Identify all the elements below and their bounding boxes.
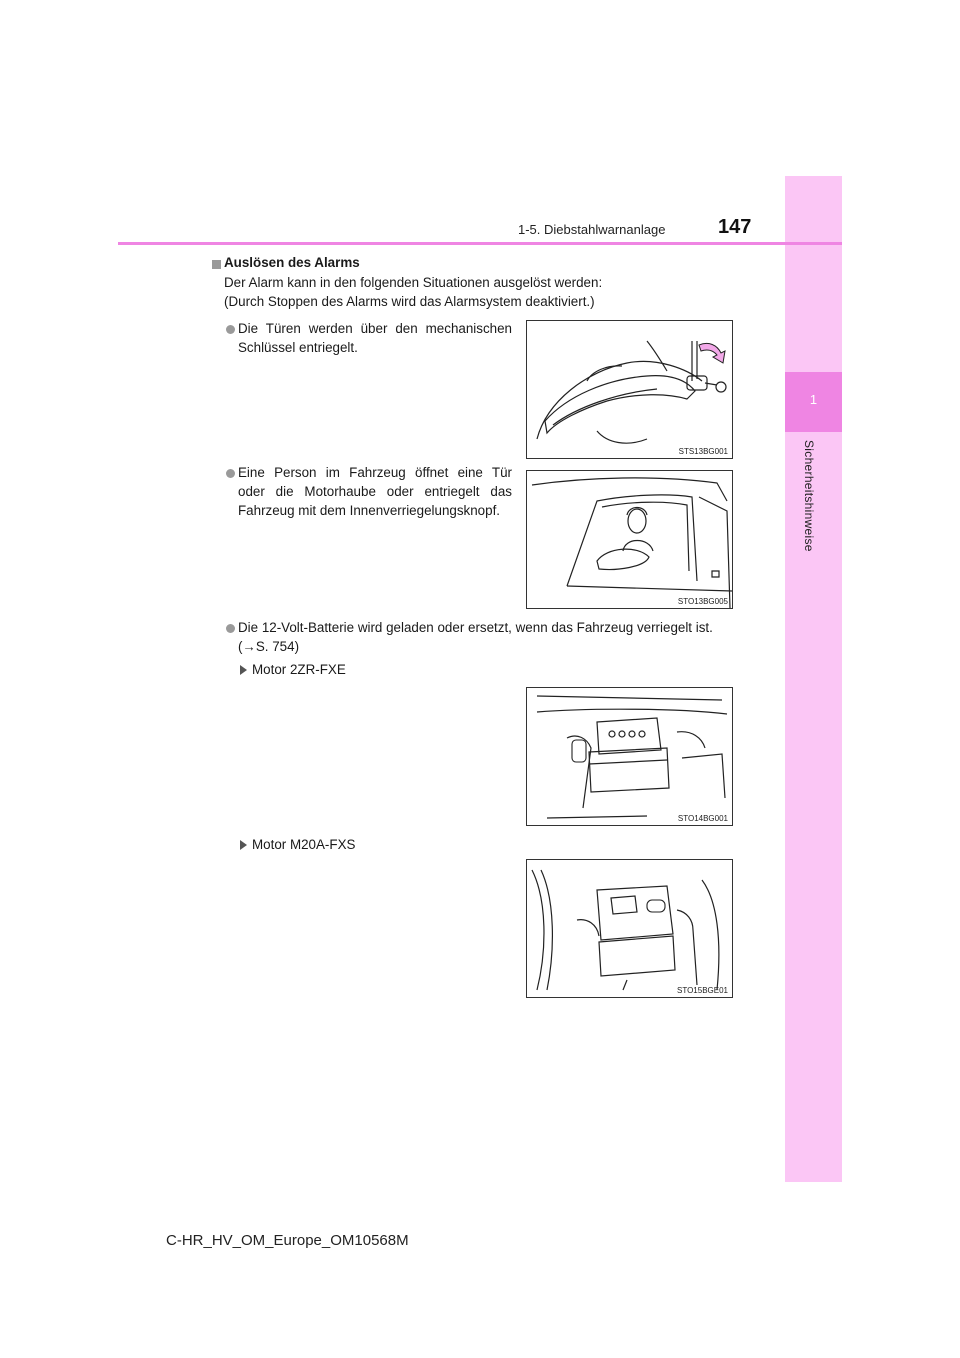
arrow-right-icon [240, 840, 247, 850]
bullet-dot-icon [226, 469, 235, 478]
figure-battery-m20a-fxs [526, 859, 733, 998]
figure-battery-2zr-fxe [526, 687, 733, 826]
chapter-number: 1 [809, 392, 818, 407]
bullet2-line-3: Fahrzeug mit dem Innenverriegelungsknopf. [238, 503, 501, 518]
vehicle-interior-illustration [527, 471, 732, 608]
door-handle-illustration [527, 321, 732, 458]
figure-code: STO15BGE01 [677, 986, 728, 995]
engine-variant-1: Motor 2ZR-FXE [252, 662, 346, 677]
intro-line-2: (Durch Stoppen des Alarms wird das Alarmsystem deaktiviert.) [224, 294, 595, 309]
figure-person-in-vehicle [526, 470, 733, 609]
engine-variant-2: Motor M20A-FXS [252, 837, 356, 852]
figure-code: STO14BG001 [677, 814, 728, 823]
figure-code: STO13BG005 [677, 597, 728, 606]
heading: Auslösen des Alarms [224, 255, 360, 270]
bullet-dot-icon [226, 624, 235, 633]
document-id: C-HR_HV_OM_Europe_OM10568M [166, 1232, 409, 1249]
section-title: 1-5. Diebstahlwarnanlage [518, 222, 666, 237]
battery-illustration [527, 860, 732, 997]
intro-line-1: Der Alarm kann in den folgenden Situationen ausgelöst werden: [224, 275, 603, 290]
battery-illustration [527, 688, 732, 825]
bullet3-line-2: (→S. 754) [238, 639, 300, 654]
figure-code: STS13BG001 [678, 447, 728, 456]
bullet1-line-1: Die Türen werden über den mechanischen [238, 321, 512, 336]
figure-door-handle-key [526, 320, 733, 459]
bullet-dot-icon [226, 325, 235, 334]
bullet2-line-2: oder die Motorhaube oder entriegelt das [238, 484, 512, 499]
chapter-side-tab [785, 176, 842, 1182]
bullet2-line-1: Eine Person im Fahrzeug öffnet eine Tür [238, 465, 512, 480]
chapter-label: Sicherheitshinweise [802, 440, 816, 552]
arrow-right-icon [240, 665, 247, 675]
bullet3-line-1: Die 12-Volt-Batterie wird geladen oder ersetzt, wenn das Fahrzeug verriegelt ist. [238, 620, 713, 635]
heading-square-icon [212, 260, 221, 269]
header-rule [118, 242, 842, 245]
page-number: 147 [718, 216, 752, 238]
bullet1-line-2: Schlüssel entriegelt. [238, 340, 358, 355]
